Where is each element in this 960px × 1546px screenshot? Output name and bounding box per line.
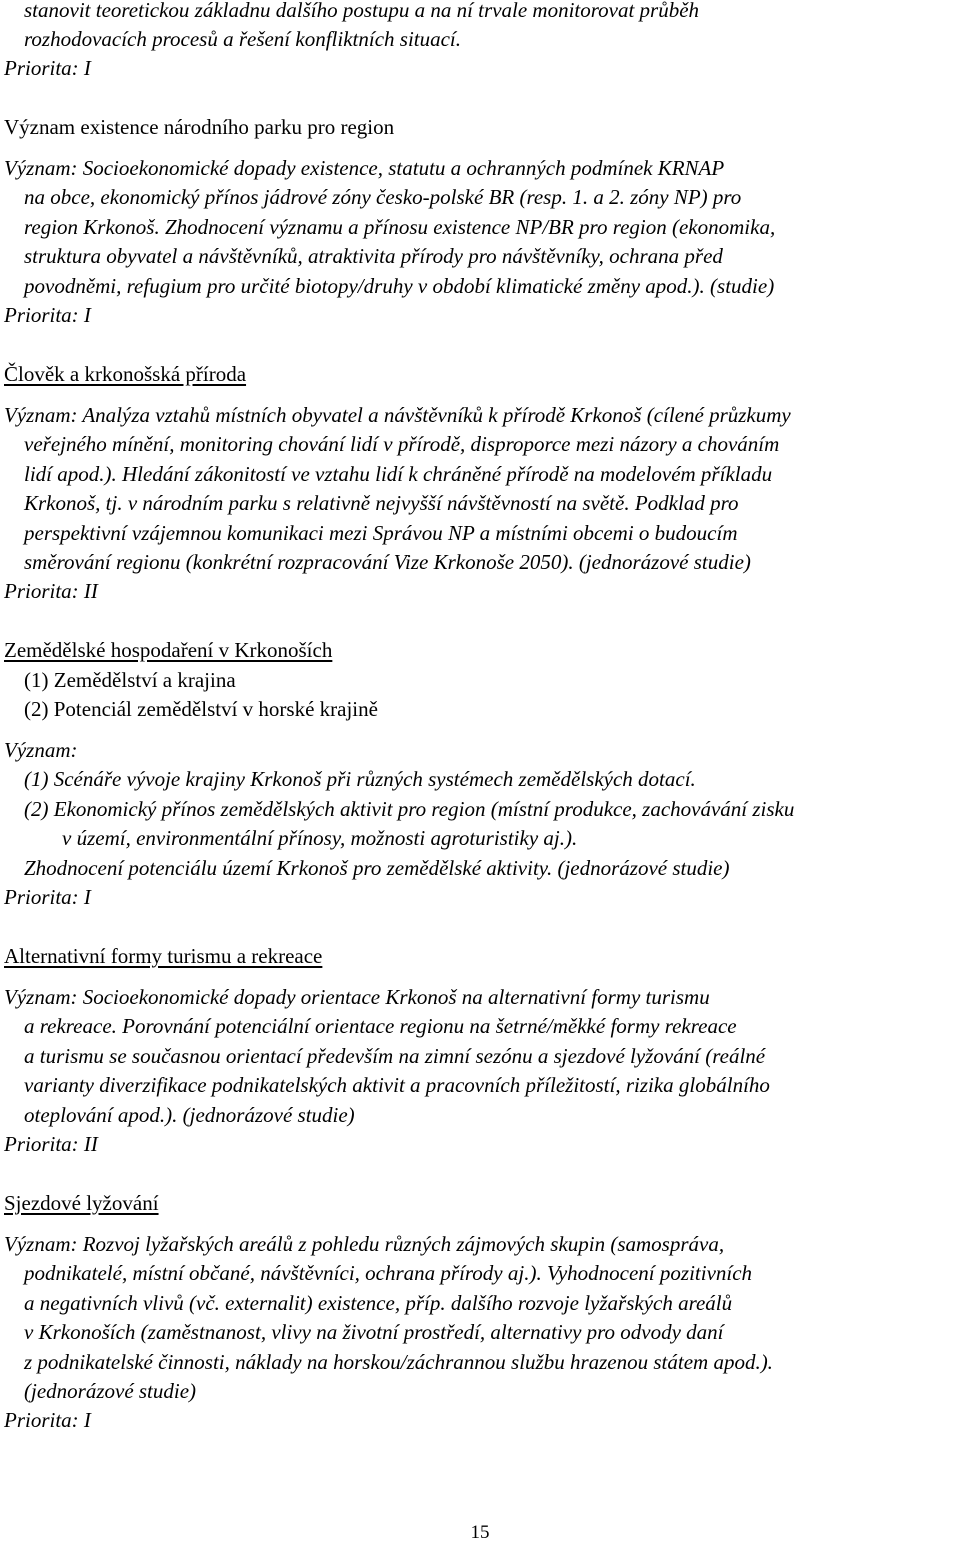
text-line: Zhodnocení potenciálu území Krkonoš pro zemědělské aktivity. (jednorázové studie) (24, 856, 730, 880)
text-line: oteplování apod.). (jednorázové studie) (24, 1103, 355, 1127)
priority-label: Priorita: I (4, 885, 91, 909)
priority-label: Priorita: I (4, 303, 91, 327)
section-heading: Sjezdové lyžování (4, 1191, 159, 1215)
text-line: lidí apod.). Hledání zákonitostí ve vztahu lidí k chráněné přírodě na modelovém příkladu (24, 462, 773, 486)
text-line: region Krkonoš. Zhodnocení významu a přínosu existence NP/BR pro region (ekonomika, (24, 215, 776, 239)
text-line: a rekreace. Porovnání potenciální orientace regionu na šetrné/měkké formy rekreace (24, 1014, 737, 1038)
text-line: veřejného mínění, monitoring chování lidí v přírodě, disproporce mezi názory a chováním (24, 432, 780, 456)
priority-label: Priorita: I (4, 56, 91, 80)
text-line: Význam: Socioekonomické dopady orientace Krkonoš na alternativní formy turismu (4, 985, 710, 1009)
text-line: a negativních vlivů (vč. externalit) existence, příp. dalšího rozvoje lyžařských areálů (24, 1291, 733, 1315)
text-line: na obce, ekonomický přínos jádrové zóny česko-polské BR (resp. 1. a 2. zóny NP) pro (24, 185, 742, 209)
subsection-item: (2) Potenciál zemědělství v horské krajině (24, 697, 378, 721)
priority-label: Priorita: II (4, 1132, 98, 1156)
text-line: rozhodovacích procesů a řešení konfliktních situací. (24, 27, 462, 51)
text-line: z podnikatelské činnosti, náklady na horskou/záchrannou službu hrazenou státem apod.). (24, 1350, 773, 1374)
text-line: stanovit teoretickou základnu dalšího postupu a na ní trvale monitorovat průběh (24, 0, 700, 22)
section-heading: Člověk a krkonošská příroda (4, 362, 247, 386)
page-number: 15 (470, 1522, 490, 1543)
priority-label: Priorita: I (4, 1408, 91, 1432)
text-line: Význam: Analýza vztahů místních obyvatel a návštěvníků k přírodě Krkonoš (cílené průzkumy (4, 403, 791, 427)
priority-label: Priorita: II (4, 579, 98, 603)
text-line: Význam: (4, 738, 78, 762)
subsection-item: (1) Zemědělství a krajina (24, 668, 236, 692)
text-line: v území, environmentální přínosy, možnosti agroturistiky aj.). (62, 826, 578, 850)
text-line: směrování regionu (konkrétní rozpracování Vize Krkonoše 2050). (jednorázové studie) (24, 550, 751, 574)
text-line: varianty diverzifikace podnikatelských aktivit a pracovních příležitostí, rizika globálního (24, 1073, 770, 1097)
text-line: podnikatelé, místní občané, návštěvníci, ochrana přírody aj.). Vyhodnocení pozitivních (24, 1261, 753, 1285)
text-line: Význam: Rozvoj lyžařských areálů z pohledu různých zájmových skupin (samospráva, (4, 1232, 725, 1256)
section-heading: Význam existence národního parku pro region (4, 115, 395, 139)
text-line: v Krkonoších (zaměstnanost, vlivy na životní prostředí, alternativy pro odvody daní (24, 1320, 724, 1344)
text-line: povodněmi, refugium pro určité biotopy/druhy v období klimatické změny apod.). (studie) (24, 274, 775, 298)
text-line: perspektivní vzájemnou komunikaci mezi Správou NP a místními obcemi o budoucím (24, 521, 738, 545)
text-line: Krkonoš, tj. v národním parku s relativně nejvyšší návštěvností na světě. Podklad pro (24, 491, 739, 515)
text-line: (jednorázové studie) (24, 1379, 197, 1403)
section-heading: Alternativní formy turismu a rekreace (4, 944, 323, 968)
section-heading: Zemědělské hospodaření v Krkonoších (4, 638, 333, 662)
text-line: struktura obyvatel a návštěvníků, atraktivita přírody pro návštěvníky, ochrana před (24, 244, 723, 268)
text-line: a turismu se současnou orientací především na zimní sezónu a sjezdové lyžování (reálné (24, 1044, 766, 1068)
text-line: Význam: Socioekonomické dopady existence, statutu a ochranných podmínek KRNAP (4, 156, 725, 180)
text-line: (2) Ekonomický přínos zemědělských aktivit pro region (místní produkce, zachovávání zisku (24, 797, 795, 821)
text-line: (1) Scénáře vývoje krajiny Krkonoš při různých systémech zemědělských dotací. (24, 767, 696, 791)
